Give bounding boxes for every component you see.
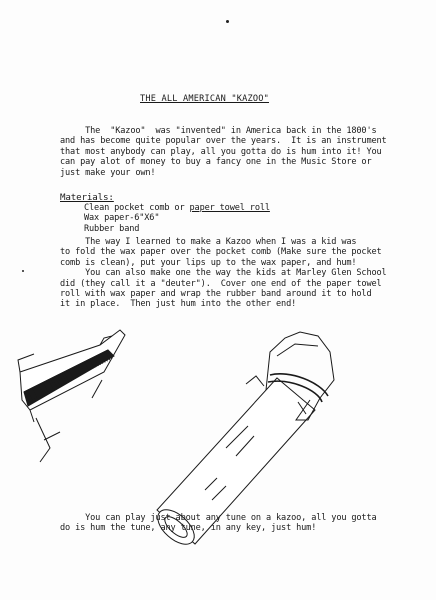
instructions-line: did (they call it a "deuter"). Cover one end of the paper towel [60, 278, 382, 289]
closing-line: do is hum the tune, any tune, in any key, just hum! [60, 523, 317, 534]
instructions-line: to fold the wax paper over the pocket comb (Make sure the pocket [60, 247, 382, 258]
instructions-line: roll with wax paper and wrap the rubber band around it to hold [60, 289, 372, 300]
materials-heading: Materials: [60, 192, 114, 203]
materials-item-rubber-band: Rubber band [84, 223, 140, 234]
instructions-line: You can also make one the way the kids at Marley Glen School [60, 268, 387, 279]
closing-line: You can play just about any tune on a kazoo, all you gotta [60, 513, 377, 523]
document-title: THE ALL AMERICAN "KAZOO" [140, 94, 269, 104]
intro-line: just make your own! [60, 167, 156, 178]
materials-item-comb-text: Clean pocket comb or [84, 203, 190, 213]
instructions-line: comb is clean), put your lips up to the wax paper, and hum! [60, 257, 357, 268]
closing-paragraph [60, 513, 377, 534]
intro-line: and has become quite popular over the years. It is an instrument [60, 136, 387, 147]
comb-kazoo-illustration [18, 330, 125, 462]
intro-line: can pay alot of money to buy a fancy one in the Music Store or [60, 157, 372, 168]
materials-item-wax-paper: Wax paper-6"X6" [84, 213, 160, 224]
intro-line: The "Kazoo" was "invented" in America back in the 1800's [60, 126, 377, 136]
instructions-line: it in place. Then just hum into the other end! [60, 299, 297, 310]
materials-item-towel-roll: paper towel roll [189, 203, 270, 213]
intro-line: that most anybody can play, all you gotta do is hum into it! You [60, 146, 382, 157]
instructions-line: The way I learned to make a Kazoo when I was a kid was [60, 237, 357, 247]
